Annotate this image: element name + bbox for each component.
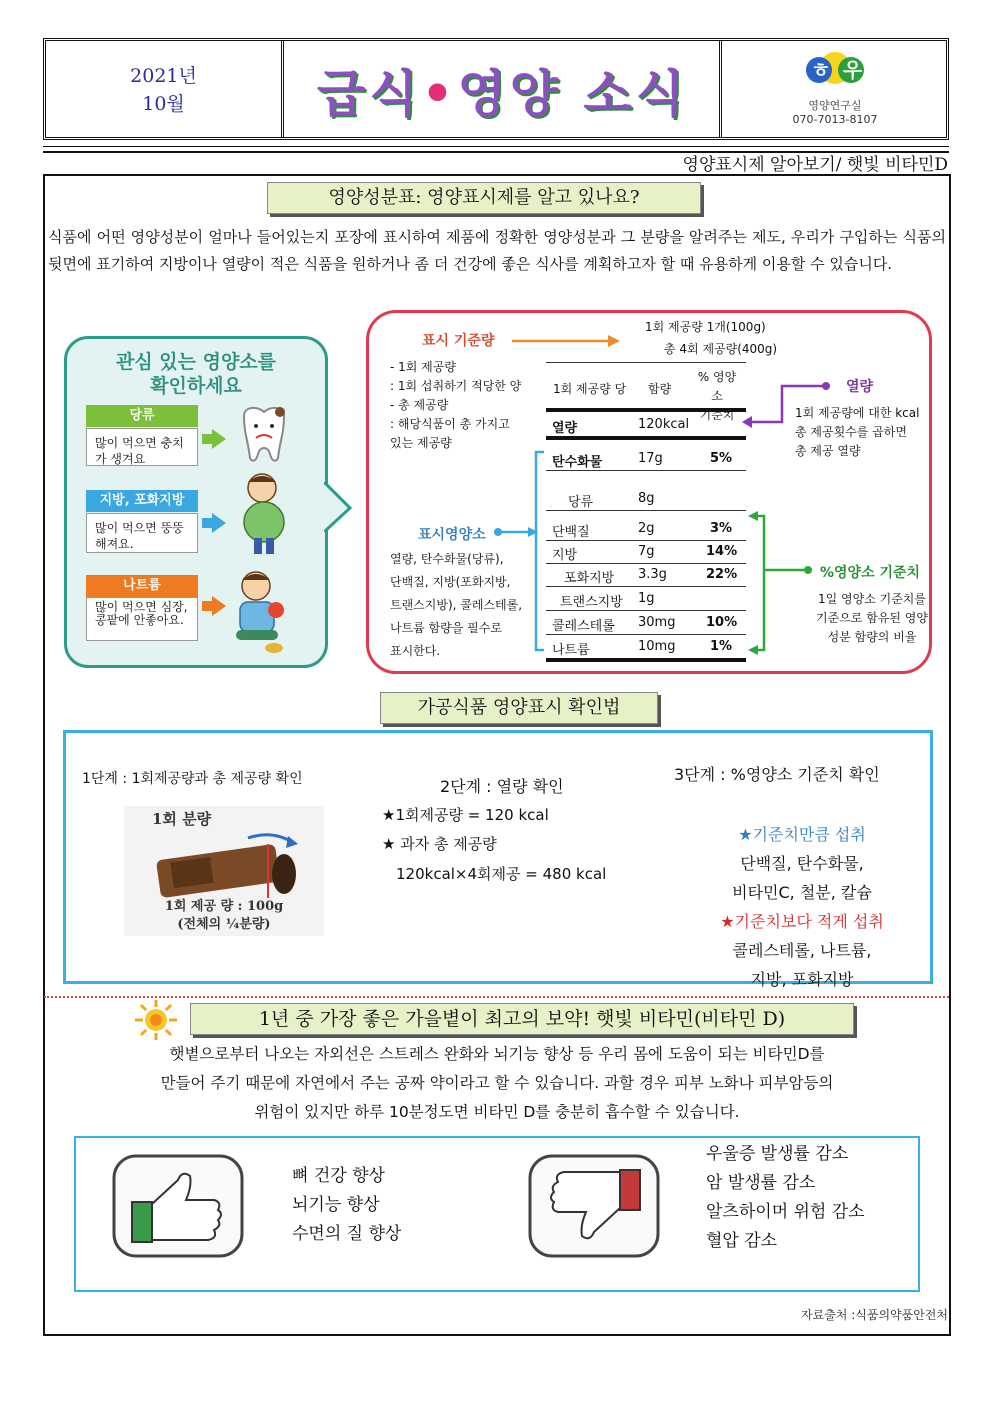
title-dot: • xyxy=(421,65,458,123)
sugar-warning: 많이 먹으면 충치가 생겨요 xyxy=(86,428,198,466)
nutrient-name: 콜레스테롤 xyxy=(552,619,615,634)
nutrient-name: 트랜스지방 xyxy=(560,595,623,610)
section1-paragraph: 식품에 어떤 영양성분이 얼마나 들어있는지 포장에 표시하여 제품에 정확한 영양성분과 그 분량을 알려주는 제도, 우리가 구입하는 식품의 뒷면에 표기하여 지방이나 열량이 적은 식품을 원하거나 좀 더 건강에 좋은 식사를 계획하고자 할 때 유용하게 이용할 수 있습니다. xyxy=(48,228,946,273)
school-logo-icon xyxy=(799,48,871,94)
nutrient-name: 포화지방 xyxy=(564,571,615,586)
arrow-right-icon xyxy=(212,429,226,449)
label-top-rule xyxy=(546,362,746,363)
reduction-item: 알츠하이머 위험 감소 xyxy=(706,1202,865,1222)
serving-desc-line: - 총 제공량 xyxy=(390,398,449,412)
displayed-nutrients-title: 표시영양소 xyxy=(418,527,486,543)
arrow-right-icon xyxy=(512,334,622,348)
arrow-right-icon xyxy=(212,513,226,533)
pct-desc-line: 기준으로 함유된 영양 xyxy=(816,611,928,625)
pct-standard-title: %영양소 기준치 xyxy=(820,565,921,581)
nutrient-row xyxy=(546,448,746,471)
section3-title: 1년 중 가장 좋은 가을볕이 최고의 보약! 햇빛 비타민(비타민 D) xyxy=(190,1003,854,1035)
nutrient-amount: 30mg xyxy=(638,615,676,630)
nutrient-pct: 1% xyxy=(710,639,733,654)
col-pct-line2: 기준치 xyxy=(699,408,735,422)
tag-fat: 지방, 포화지방 xyxy=(86,490,198,512)
col-pct-line1: % 영양소 xyxy=(697,370,737,403)
nutr-desc-line: 단백질, 지방(포화지방, xyxy=(390,575,511,589)
step3-adequate-line2: 비타민C, 철분, 칼슘 xyxy=(732,883,872,902)
snack-caption-line1: 1회 제공 량 : 100g xyxy=(164,899,284,914)
nutrient-pct: 3% xyxy=(710,521,733,536)
tag-sodium: 나트륨 xyxy=(86,575,198,597)
svg-text:우: 우 xyxy=(843,58,863,82)
thumbs-up-icon xyxy=(108,1150,248,1262)
nutrient-name: 당류 xyxy=(568,495,594,510)
snack-image-caption xyxy=(132,898,316,934)
pct-desc-line: 1일 영양소 기준치를 xyxy=(817,592,926,606)
nutrient-amount: 1g xyxy=(638,591,655,606)
step2-line1: ★1회제공량 = 120 kcal xyxy=(382,806,549,824)
arrow-bar-sugar xyxy=(202,434,212,444)
header-year: 2021년 xyxy=(130,65,197,87)
nutr-desc-line: 표시한다. xyxy=(390,644,441,658)
snack-image-label: 1회 분량 xyxy=(152,810,212,828)
benefits-list xyxy=(292,1162,401,1249)
step3-adequate-line1: 단백질, 탄수화물, xyxy=(740,854,864,873)
section2-title: 가공식품 영양표시 확인법 xyxy=(380,692,658,724)
sun-icon xyxy=(132,998,180,1042)
nutrient-amount: 3.3g xyxy=(638,567,667,582)
nutrient-amount: 7g xyxy=(638,544,655,559)
nutrient-row xyxy=(546,588,746,611)
step3-title: 3단계 : %영양소 기준치 확인 xyxy=(674,765,880,784)
nutrient-amount: 2g xyxy=(638,521,655,536)
tag-sugar: 당류 xyxy=(86,405,198,427)
thumbs-down-icon xyxy=(524,1150,664,1262)
nutrient-check-title-line2: 확인하세요 xyxy=(150,375,242,397)
col-amount: 함량 xyxy=(648,382,672,396)
reduction-item: 혈압 감소 xyxy=(706,1231,778,1251)
benefit-item: 수면의 질 향상 xyxy=(292,1224,402,1244)
step3-detail xyxy=(682,820,922,994)
fat-warning: 많이 먹으면 뚱뚱해져요. xyxy=(86,513,198,553)
reductions-list xyxy=(706,1140,865,1256)
nutrient-name: 탄수화물 xyxy=(552,455,603,470)
section3-paragraph xyxy=(48,1040,946,1127)
nutrient-row xyxy=(546,414,746,440)
nutrient-check-title-line1: 관심 있는 영양소를 xyxy=(115,351,277,373)
header-month: 10월 xyxy=(142,93,185,115)
nutr-desc-line: 나트륨 함량을 필수로 xyxy=(390,621,502,635)
step1-title: 1단계 : 1회제공량과 총 제공량 확인 xyxy=(82,771,303,787)
section3-line3: 위험이 있지만 하루 10분정도면 비타민 D를 충분히 흡수할 수 있습니다. xyxy=(254,1103,740,1121)
nutrient-pct: 14% xyxy=(706,544,738,559)
step3-less-line2: 지방, 포화지방 xyxy=(750,970,854,989)
step3-less-heading: ★기준치보다 적게 섭취 xyxy=(720,912,884,931)
step2-line2: ★ 과자 총 제공량 xyxy=(382,835,497,853)
serving-desc-line: : 해당식품이 총 가지고 xyxy=(390,417,510,431)
nutr-desc-line: 트랜스지방), 콜레스테롤, xyxy=(390,598,523,612)
org-name: 영양연구실 xyxy=(808,99,862,112)
sick-boy-icon xyxy=(228,568,296,654)
nutrient-check-title xyxy=(64,350,328,398)
benefit-item: 뇌기능 향상 xyxy=(292,1195,380,1215)
nutrient-pct: 22% xyxy=(706,567,738,582)
bracket-green-icon xyxy=(748,510,814,656)
serving-desc-line: - 1회 제공량 xyxy=(390,360,456,374)
section1-title: 영양성분표: 영양표시제를 알고 있나요? xyxy=(267,182,701,214)
step2-line3: 120kcal×4회제공 = 480 kcal xyxy=(396,865,607,883)
nutrient-name: 단백질 xyxy=(552,525,590,540)
title-part-b: 영양 소식 xyxy=(457,65,689,123)
col-serving: 1회 제공량 당 xyxy=(553,382,627,396)
serving-standard-title: 표시 기준량 xyxy=(422,333,495,349)
svg-text:ㅎ: ㅎ xyxy=(811,58,831,82)
nutrient-amount: 8g xyxy=(638,491,655,506)
speech-tail-icon xyxy=(324,482,354,532)
snack-image xyxy=(124,806,324,936)
calorie-title: 열량 xyxy=(846,379,874,395)
step2-title: 2단계 : 열량 확인 xyxy=(440,777,564,796)
pct-desc-line: 성분 함량의 비율 xyxy=(827,630,917,644)
nutrient-row xyxy=(546,564,746,587)
serving-size-1: 1회 제공량 1개(100g) xyxy=(645,320,766,334)
section3-line2: 만들어 주기 때문에 자연에서 주는 공짜 약이라고 할 수 있습니다. 과할 경우 피부 노화나 피부암등의 xyxy=(160,1074,834,1092)
step3-less-line1: 콜레스테롤, 나트륨, xyxy=(732,941,872,960)
sodium-warning: 많이 먹으면 심장, 콩팥에 안좋아요. xyxy=(86,597,198,641)
nutrient-amount: 17g xyxy=(638,451,663,466)
cal-desc-line: 1회 제공량에 대한 kcal xyxy=(795,406,920,420)
displayed-nutrients-desc xyxy=(390,548,522,663)
org-phone: 070-7013-8107 xyxy=(792,113,878,126)
reduction-item: 암 발생률 감소 xyxy=(706,1173,816,1193)
nutrient-name: 나트륨 xyxy=(552,643,590,658)
chubby-boy-icon xyxy=(232,470,296,558)
topic-line: 영양표시제 알아보기/ 햇빛 비타민D xyxy=(682,155,948,175)
nutrient-row xyxy=(546,636,746,662)
nutrient-amount: 120kcal xyxy=(638,417,690,432)
header-date xyxy=(46,40,284,138)
serving-desc-line: 있는 제공량 xyxy=(390,436,452,450)
newsletter-title xyxy=(286,40,722,138)
snack-caption-line2: (전체의 ¼분량) xyxy=(177,917,271,932)
header-org xyxy=(724,40,946,138)
nutr-desc-line: 열량, 탄수화물(당류), xyxy=(390,552,504,566)
nutrient-pct: 5% xyxy=(710,451,733,466)
serving-desc-line: : 1회 섭취하기 적당한 양 xyxy=(390,379,522,393)
cal-desc-line: 총 제공횟수를 곱하면 xyxy=(795,425,907,439)
nutrient-row xyxy=(546,612,746,635)
nutrient-amount: 10mg xyxy=(638,639,676,654)
label-thick-rule xyxy=(546,408,746,412)
serving-desc xyxy=(390,358,521,453)
calorie-desc xyxy=(795,404,919,461)
arrow-bar-sodium xyxy=(202,601,212,611)
step3-adequate-heading: ★기준치만큼 섭취 xyxy=(738,825,866,844)
nutrient-name: 지방 xyxy=(552,548,578,563)
cal-desc-line: 총 제공 열량 xyxy=(795,444,861,458)
serving-size-total: 총 4회 제공량(400g) xyxy=(664,342,778,356)
nutrient-name: 열량 xyxy=(552,421,578,436)
source-credit: 자료출처 :식품의약품안전처 xyxy=(801,1308,948,1322)
title-part-a: 급식 xyxy=(316,65,422,123)
pct-standard-desc xyxy=(814,590,930,647)
arrow-bar-fat xyxy=(202,518,212,528)
nutrient-row xyxy=(546,541,746,564)
reduction-item: 우울증 발생률 감소 xyxy=(706,1144,849,1164)
benefit-item: 뼈 건강 향상 xyxy=(292,1166,385,1186)
snack-package-icon xyxy=(152,830,312,900)
nutrient-pct: 10% xyxy=(706,615,738,630)
nutrient-row xyxy=(546,518,746,541)
nutrient-row xyxy=(546,488,746,511)
sad-tooth-icon xyxy=(236,404,292,464)
arrow-right-icon xyxy=(212,596,226,616)
section3-line1: 햇볕으로부터 나오는 자외선은 스트레스 완화와 뇌기능 향상 등 우리 몸에 도움이 되는 비타민D를 xyxy=(169,1045,825,1063)
